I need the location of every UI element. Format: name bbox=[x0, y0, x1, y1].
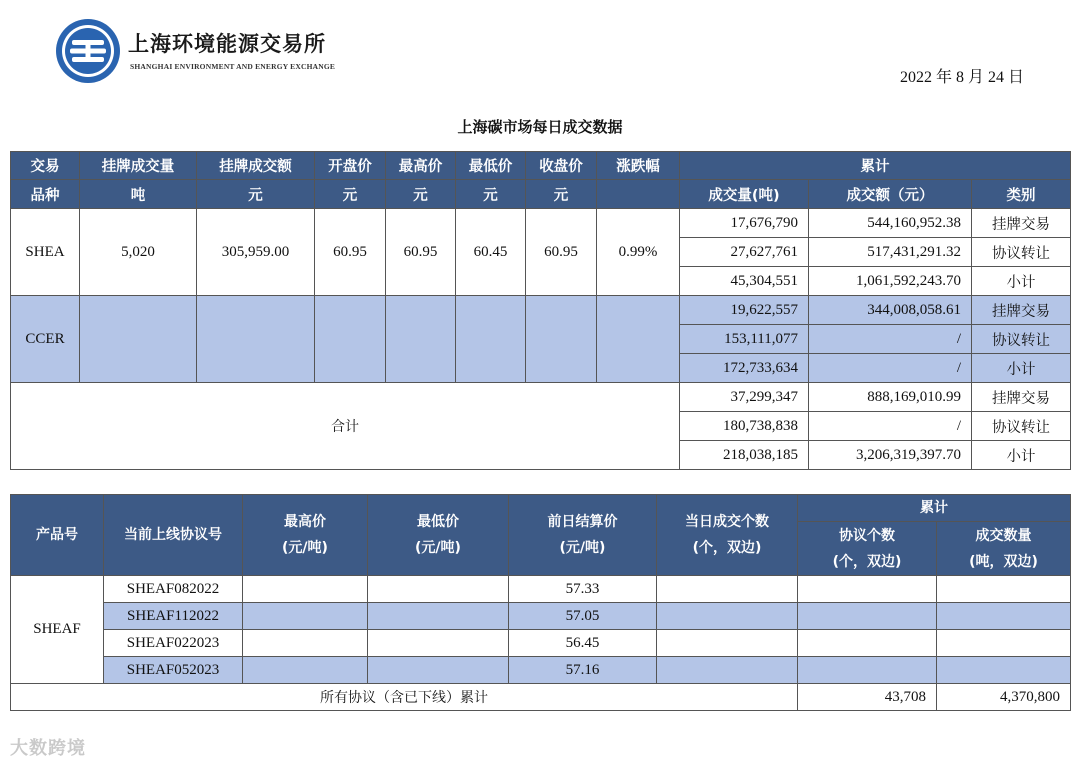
col-low: 最低价 bbox=[456, 152, 526, 180]
open-value: 60.95 bbox=[315, 209, 386, 296]
org-name-cn: 上海环境能源交易所 bbox=[128, 32, 326, 56]
cum-volume-value: 27,627,761 bbox=[680, 238, 809, 267]
cum-type-value: 小计 bbox=[972, 354, 1071, 383]
settle-value: 57.16 bbox=[509, 657, 657, 684]
cum-amount-value: 344,008,058.61 bbox=[809, 296, 972, 325]
cum-type-value: 协议转让 bbox=[972, 325, 1071, 354]
cum-volume-value: 19,622,557 bbox=[680, 296, 809, 325]
col-cum-amount: 成交额（元） bbox=[809, 180, 972, 209]
empty-cell bbox=[197, 296, 315, 383]
watermark: 大数跨境 bbox=[10, 738, 86, 759]
table-row bbox=[11, 296, 1071, 325]
unit-low: 元 bbox=[456, 180, 526, 209]
total-label: 合计 bbox=[11, 383, 680, 470]
empty-cell bbox=[798, 603, 937, 630]
settle-value: 57.33 bbox=[509, 576, 657, 603]
unit-open: 元 bbox=[315, 180, 386, 209]
report-date: 2022 年 8 月 24 日 bbox=[900, 69, 1025, 86]
empty-cell bbox=[243, 630, 368, 657]
cum-amount-value: / bbox=[809, 412, 972, 441]
product-name: SHEA bbox=[11, 209, 80, 296]
empty-cell bbox=[798, 657, 937, 684]
empty-cell bbox=[315, 296, 386, 383]
org-name-en: SHANGHAI ENVIRONMENT AND ENERGY EXCHANGE bbox=[130, 62, 336, 71]
cum-type-value: 挂牌交易 bbox=[972, 383, 1071, 412]
product-name: CCER bbox=[11, 296, 80, 383]
empty-cell bbox=[243, 576, 368, 603]
cum-volume-value: 153,111,077 bbox=[680, 325, 809, 354]
col-quantity bbox=[937, 522, 1071, 576]
contract-value: SHEAF082022 bbox=[104, 576, 243, 603]
cum-volume-value: 17,676,790 bbox=[680, 209, 809, 238]
empty-cell bbox=[80, 296, 197, 383]
cum-type-value: 小计 bbox=[972, 267, 1071, 296]
col-product-no: 产品号 bbox=[11, 495, 104, 576]
cum-amount-value: 1,061,592,243.70 bbox=[809, 267, 972, 296]
col-listed-volume: 挂牌成交量 bbox=[80, 152, 197, 180]
listed-volume-value: 5,020 bbox=[80, 209, 197, 296]
col-settle-price-label: 前日结算价 bbox=[547, 514, 618, 530]
col-settle-price bbox=[509, 495, 657, 576]
empty-cell bbox=[368, 630, 509, 657]
cum-volume-value: 180,738,838 bbox=[680, 412, 809, 441]
cum-amount-value: 517,431,291.32 bbox=[809, 238, 972, 267]
settle-value: 56.45 bbox=[509, 630, 657, 657]
col-high: 最高价 bbox=[386, 152, 456, 180]
cum-type-value: 协议转让 bbox=[972, 238, 1071, 267]
col-daily-count bbox=[657, 495, 798, 576]
table-row bbox=[11, 657, 1071, 684]
empty-cell bbox=[657, 657, 798, 684]
cum-type-value: 挂牌交易 bbox=[972, 209, 1071, 238]
cum-volume-value: 218,038,185 bbox=[680, 441, 809, 470]
cum-amount-value: 888,169,010.99 bbox=[809, 383, 972, 412]
empty-cell bbox=[243, 657, 368, 684]
cum-amount-value: / bbox=[809, 325, 972, 354]
col-cumulative: 累计 bbox=[680, 152, 1071, 180]
empty-cell bbox=[368, 576, 509, 603]
col-high-price-unit: (元/吨) bbox=[282, 540, 328, 556]
empty-cell bbox=[526, 296, 597, 383]
col-cumulative: 累计 bbox=[798, 495, 1071, 522]
table-row bbox=[11, 576, 1071, 603]
table-row bbox=[11, 209, 1071, 238]
col-daily-count-unit: (个，双边) bbox=[692, 540, 762, 556]
empty-cell bbox=[657, 603, 798, 630]
table-row bbox=[11, 684, 1071, 711]
col-listed-amount: 挂牌成交额 bbox=[197, 152, 315, 180]
empty-cell bbox=[937, 576, 1071, 603]
cum-volume-value: 45,304,551 bbox=[680, 267, 809, 296]
unit-change bbox=[597, 180, 680, 209]
daily-trading-table bbox=[10, 151, 1071, 470]
low-value: 60.45 bbox=[456, 209, 526, 296]
total-agreements-value: 43,708 bbox=[798, 684, 937, 711]
col-quantity-label: 成交数量 bbox=[975, 527, 1032, 544]
col-open: 开盘价 bbox=[315, 152, 386, 180]
col-agreements-unit: (个，双边) bbox=[832, 553, 902, 570]
table-row bbox=[11, 383, 1071, 412]
cum-amount-value: 544,160,952.38 bbox=[809, 209, 972, 238]
empty-cell bbox=[937, 603, 1071, 630]
col-change: 涨跌幅 bbox=[597, 152, 680, 180]
empty-cell bbox=[243, 603, 368, 630]
listed-amount-value: 305,959.00 bbox=[197, 209, 315, 296]
cum-type-value: 协议转让 bbox=[972, 412, 1071, 441]
empty-cell bbox=[657, 576, 798, 603]
empty-cell bbox=[657, 630, 798, 657]
col-low-price-unit: (元/吨) bbox=[415, 540, 461, 556]
col-cum-type: 类别 bbox=[972, 180, 1071, 209]
col-high-price bbox=[243, 495, 368, 576]
col-low-price bbox=[368, 495, 509, 576]
contract-value: SHEAF052023 bbox=[104, 657, 243, 684]
exchange-logo bbox=[55, 18, 121, 84]
cum-type-value: 挂牌交易 bbox=[972, 296, 1071, 325]
col-agreements bbox=[798, 522, 937, 576]
report-title: 上海碳市场每日成交数据 bbox=[457, 118, 623, 136]
table-row bbox=[11, 603, 1071, 630]
col-close: 收盘价 bbox=[526, 152, 597, 180]
empty-cell bbox=[368, 657, 509, 684]
empty-cell bbox=[798, 630, 937, 657]
col-product-bottom: 品种 bbox=[11, 180, 80, 209]
empty-cell bbox=[368, 603, 509, 630]
col-product-top: 交易 bbox=[11, 152, 80, 180]
unit-listed-amount: 元 bbox=[197, 180, 315, 209]
empty-cell bbox=[798, 576, 937, 603]
col-high-price-label: 最高价 bbox=[284, 514, 326, 530]
product-no-value: SHEAF bbox=[11, 576, 104, 684]
cum-volume-value: 37,299,347 bbox=[680, 383, 809, 412]
total-quantity-value: 4,370,800 bbox=[937, 684, 1071, 711]
empty-cell bbox=[597, 296, 680, 383]
settle-value: 57.05 bbox=[509, 603, 657, 630]
col-contract: 当前上线协议号 bbox=[104, 495, 243, 576]
unit-high: 元 bbox=[386, 180, 456, 209]
cum-volume-value: 172,733,634 bbox=[680, 354, 809, 383]
col-low-price-label: 最低价 bbox=[417, 514, 459, 530]
cum-amount-value: 3,206,319,397.70 bbox=[809, 441, 972, 470]
col-agreements-label: 协议个数 bbox=[839, 527, 895, 544]
total-label: 所有协议（含已下线）累计 bbox=[11, 684, 798, 711]
high-value: 60.95 bbox=[386, 209, 456, 296]
col-cum-volume: 成交量(吨) bbox=[680, 180, 809, 209]
empty-cell bbox=[386, 296, 456, 383]
contract-value: SHEAF022023 bbox=[104, 630, 243, 657]
empty-cell bbox=[937, 630, 1071, 657]
col-daily-count-label: 当日成交个数 bbox=[685, 514, 769, 530]
empty-cell bbox=[937, 657, 1071, 684]
unit-listed-volume: 吨 bbox=[80, 180, 197, 209]
col-quantity-unit: (吨，双边) bbox=[969, 553, 1038, 570]
cum-type-value: 小计 bbox=[972, 441, 1071, 470]
table-row bbox=[11, 630, 1071, 657]
empty-cell bbox=[456, 296, 526, 383]
contract-value: SHEAF112022 bbox=[104, 603, 243, 630]
unit-close: 元 bbox=[526, 180, 597, 209]
futures-contract-table bbox=[10, 494, 1071, 711]
change-value: 0.99% bbox=[597, 209, 680, 296]
cum-amount-value: / bbox=[809, 354, 972, 383]
col-settle-price-unit: (元/吨) bbox=[559, 540, 606, 556]
close-value: 60.95 bbox=[526, 209, 597, 296]
